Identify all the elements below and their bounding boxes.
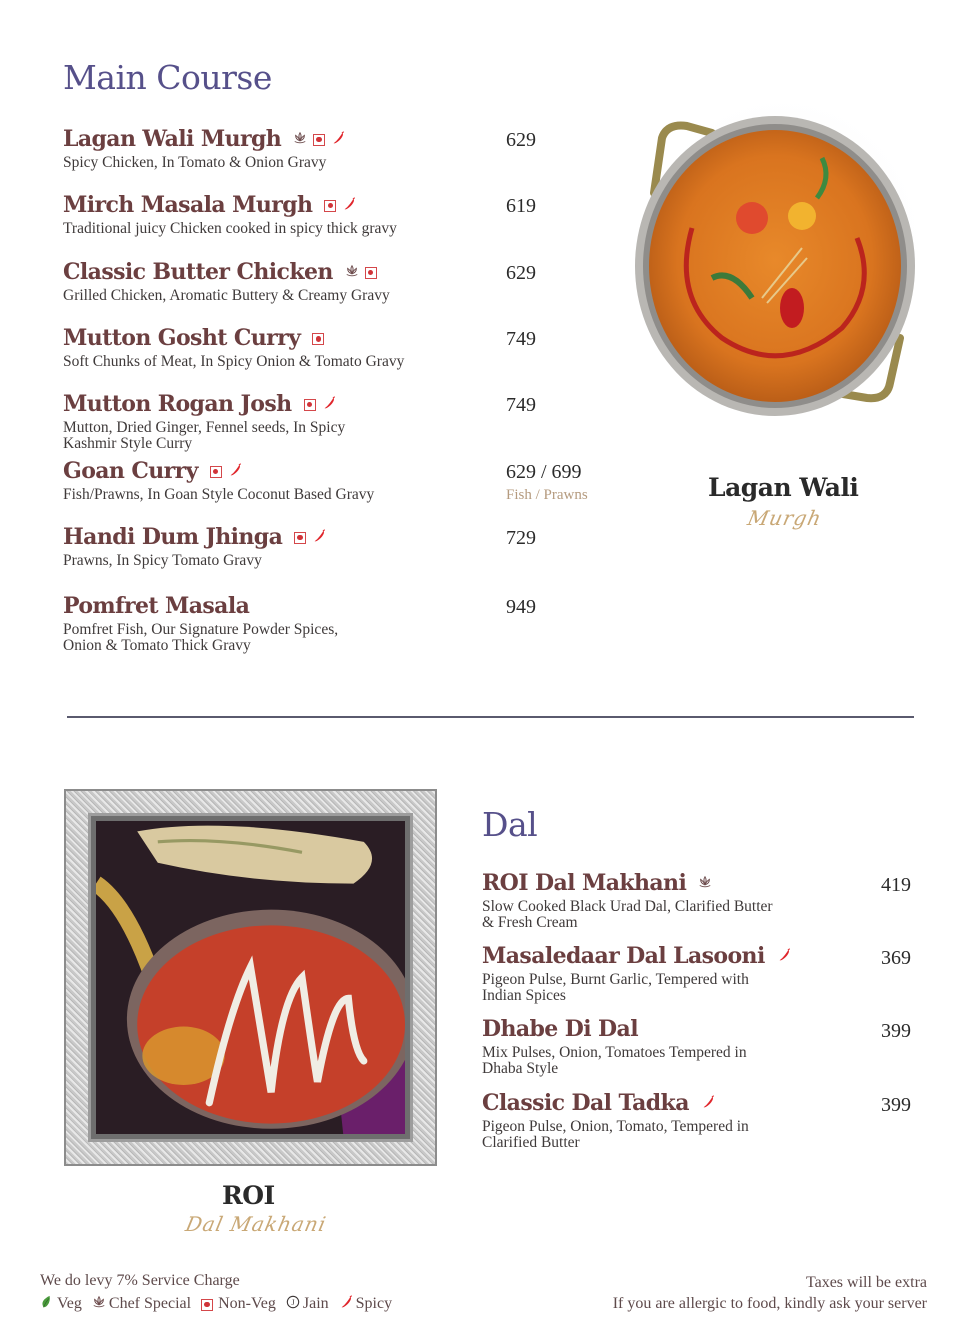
description-line: Pomfret Fish, Our Signature Powder Spices, — [63, 621, 339, 638]
menu-item — [63, 259, 390, 304]
legend-label: Chef Special — [108, 1295, 192, 1313]
non-veg-icon — [312, 333, 324, 345]
menu-item-icons — [293, 129, 351, 149]
featured-main-subtitle: Murgh — [745, 506, 825, 530]
featured-dal-title: ROI — [222, 1181, 275, 1210]
legend-item-spicy — [339, 1295, 392, 1314]
description-line: Kashmir Style Curry — [63, 435, 193, 452]
menu-item-description — [63, 221, 397, 237]
menu-item-name: Dhabe Di Dal — [482, 1016, 638, 1042]
description-line: Traditional juicy Chicken cooked in spicy thick gravy — [63, 220, 397, 237]
menu-item-description — [63, 288, 390, 304]
legend-item-jain — [286, 1295, 329, 1314]
menu-item-icons — [210, 461, 248, 481]
menu-item-description — [482, 972, 797, 1004]
main-course-title: Main Course — [63, 58, 272, 97]
description-line: & Fresh Cream — [482, 914, 578, 931]
menu-item-name: Mutton Gosht Curry — [63, 325, 301, 351]
description-line: Dhaba Style — [482, 1060, 559, 1077]
description-line: Pigeon Pulse, Burnt Garlic, Tempered with — [482, 971, 749, 988]
description-line: Slow Cooked Black Urad Dal, Clarified Butter — [482, 898, 773, 915]
spicy-chili-icon — [331, 130, 345, 149]
menu-item-price: 419 — [881, 874, 911, 896]
description-line: Prawns, In Spicy Tomato Gravy — [63, 552, 262, 569]
menu-item — [63, 325, 404, 370]
menu-item-description — [63, 553, 332, 569]
veg-leaf-icon — [40, 1295, 54, 1314]
menu-item-name: Mirch Masala Murgh — [63, 192, 313, 218]
description-line: Pigeon Pulse, Onion, Tomato, Tempered in — [482, 1118, 749, 1135]
non-veg-icon — [201, 1299, 213, 1311]
description-line: Spicy Chicken, In Tomato & Onion Gravy — [63, 154, 327, 171]
legend-label: Non-Veg — [218, 1295, 276, 1313]
menu-item-price: 399 — [881, 1094, 911, 1116]
spicy-chili-icon — [342, 196, 356, 215]
menu-item-icons — [304, 394, 342, 414]
service-charge-note: We do levy 7% Service Charge — [40, 1272, 240, 1289]
icon-legend — [40, 1295, 402, 1314]
menu-item-icons — [698, 873, 718, 893]
jain-icon — [286, 1295, 300, 1314]
roi-dal-makhani-framed-photo — [64, 789, 437, 1166]
non-veg-icon — [304, 399, 316, 411]
spicy-chili-icon — [312, 528, 326, 547]
menu-item-price: 629 — [506, 129, 536, 151]
menu-item-description — [63, 354, 404, 370]
menu-item-price: 949 — [506, 596, 536, 618]
menu-item-name: Classic Dal Tadka — [482, 1090, 689, 1116]
section-divider — [67, 716, 914, 718]
description-line: Soft Chunks of Meat, In Spicy Onion & Tomato Gravy — [63, 353, 405, 370]
legend-label: Jain — [302, 1295, 329, 1313]
menu-item — [63, 593, 338, 654]
footer-notes — [613, 1272, 927, 1314]
legend-label: Spicy — [355, 1295, 393, 1313]
menu-item — [63, 458, 374, 503]
description-line: Grilled Chicken, Aromatic Buttery & Creamy Gravy — [63, 287, 390, 304]
menu-item — [63, 391, 345, 452]
menu-item-price: 749 — [506, 394, 536, 416]
chef-special-lotus-icon — [293, 130, 307, 149]
chef-special-lotus-icon — [345, 263, 359, 282]
spicy-chili-icon — [322, 395, 336, 414]
menu-item-description — [482, 1045, 747, 1077]
dal-title: Dal — [482, 805, 538, 844]
description-line: Fish/Prawns, In Goan Style Coconut Based Gravy — [63, 486, 375, 503]
menu-item-icons — [777, 946, 797, 966]
chef-special-lotus-icon — [92, 1295, 106, 1314]
menu-item-price: 629 — [506, 262, 536, 284]
non-veg-icon — [210, 466, 222, 478]
menu-item-icons — [345, 262, 383, 282]
description-line: Mix Pulses, Onion, Tomatoes Tempered in — [482, 1044, 747, 1061]
menu-item — [63, 192, 397, 237]
menu-item-name: Mutton Rogan Josh — [63, 391, 292, 417]
menu-item — [482, 870, 773, 931]
menu-item-price: 629 / 699 — [506, 461, 582, 483]
menu-item-description — [482, 899, 773, 931]
picture-frame-inner — [88, 813, 413, 1142]
lagan-wali-murgh-photo — [632, 98, 922, 428]
svg-text:J: J — [291, 1297, 295, 1307]
legend-label: Veg — [57, 1295, 82, 1313]
allergy-note: If you are allergic to food, kindly ask your server — [612, 1295, 927, 1312]
spicy-chili-icon — [777, 947, 791, 966]
menu-item-icons — [701, 1093, 721, 1113]
menu-item — [482, 1016, 747, 1077]
menu-item-name: Goan Curry — [63, 458, 198, 484]
menu-item-icons — [312, 329, 330, 348]
menu-item — [482, 943, 797, 1004]
menu-item-description — [63, 155, 351, 171]
menu-item-price: 729 — [506, 527, 536, 549]
menu-item — [63, 524, 332, 569]
non-veg-icon — [313, 134, 325, 146]
spicy-chili-icon — [228, 462, 242, 481]
description-line: Clarified Butter — [482, 1134, 580, 1151]
spicy-chili-icon — [701, 1094, 715, 1113]
menu-item-description — [63, 487, 374, 503]
description-line: Indian Spices — [482, 987, 566, 1004]
menu-item — [482, 1090, 749, 1151]
non-veg-icon — [324, 200, 336, 212]
menu-item-description — [63, 420, 345, 452]
description-line: Mutton, Dried Ginger, Fennel seeds, In Spicy — [63, 419, 346, 436]
menu-item-price: 749 — [506, 328, 536, 350]
menu-item-price: 399 — [881, 1020, 911, 1042]
menu-item-name: Classic Butter Chicken — [63, 259, 333, 285]
non-veg-icon — [294, 532, 306, 544]
featured-dal-subtitle: Dal Makhani — [183, 1212, 329, 1236]
legend-item-chef-special — [92, 1295, 191, 1314]
legend-item-veg — [40, 1295, 82, 1314]
menu-item-icons — [294, 527, 332, 547]
menu-item-name: Masaledaar Dal Lasooni — [482, 943, 765, 969]
menu-item-name: Pomfret Masala — [63, 593, 250, 619]
featured-main-title: Lagan Wali — [708, 473, 859, 502]
price-note: Fish / Prawns — [506, 487, 588, 503]
non-veg-icon — [365, 267, 377, 279]
menu-item-name: ROI Dal Makhani — [482, 870, 687, 896]
taxes-note: Taxes will be extra — [805, 1274, 927, 1291]
description-line: Onion & Tomato Thick Gravy — [63, 637, 251, 654]
menu-item-price: 369 — [881, 947, 911, 969]
menu-item-name: Handi Dum Jhinga — [63, 524, 283, 550]
spicy-chili-icon — [339, 1295, 353, 1314]
menu-item-icons — [324, 195, 362, 215]
menu-item-description — [482, 1119, 749, 1151]
menu-item — [63, 126, 351, 171]
legend-item-non-veg — [201, 1295, 276, 1313]
menu-item-price: 619 — [506, 195, 536, 217]
menu-item-name: Lagan Wali Murgh — [63, 126, 282, 152]
chef-special-lotus-icon — [698, 874, 712, 893]
menu-item-description — [63, 622, 338, 654]
